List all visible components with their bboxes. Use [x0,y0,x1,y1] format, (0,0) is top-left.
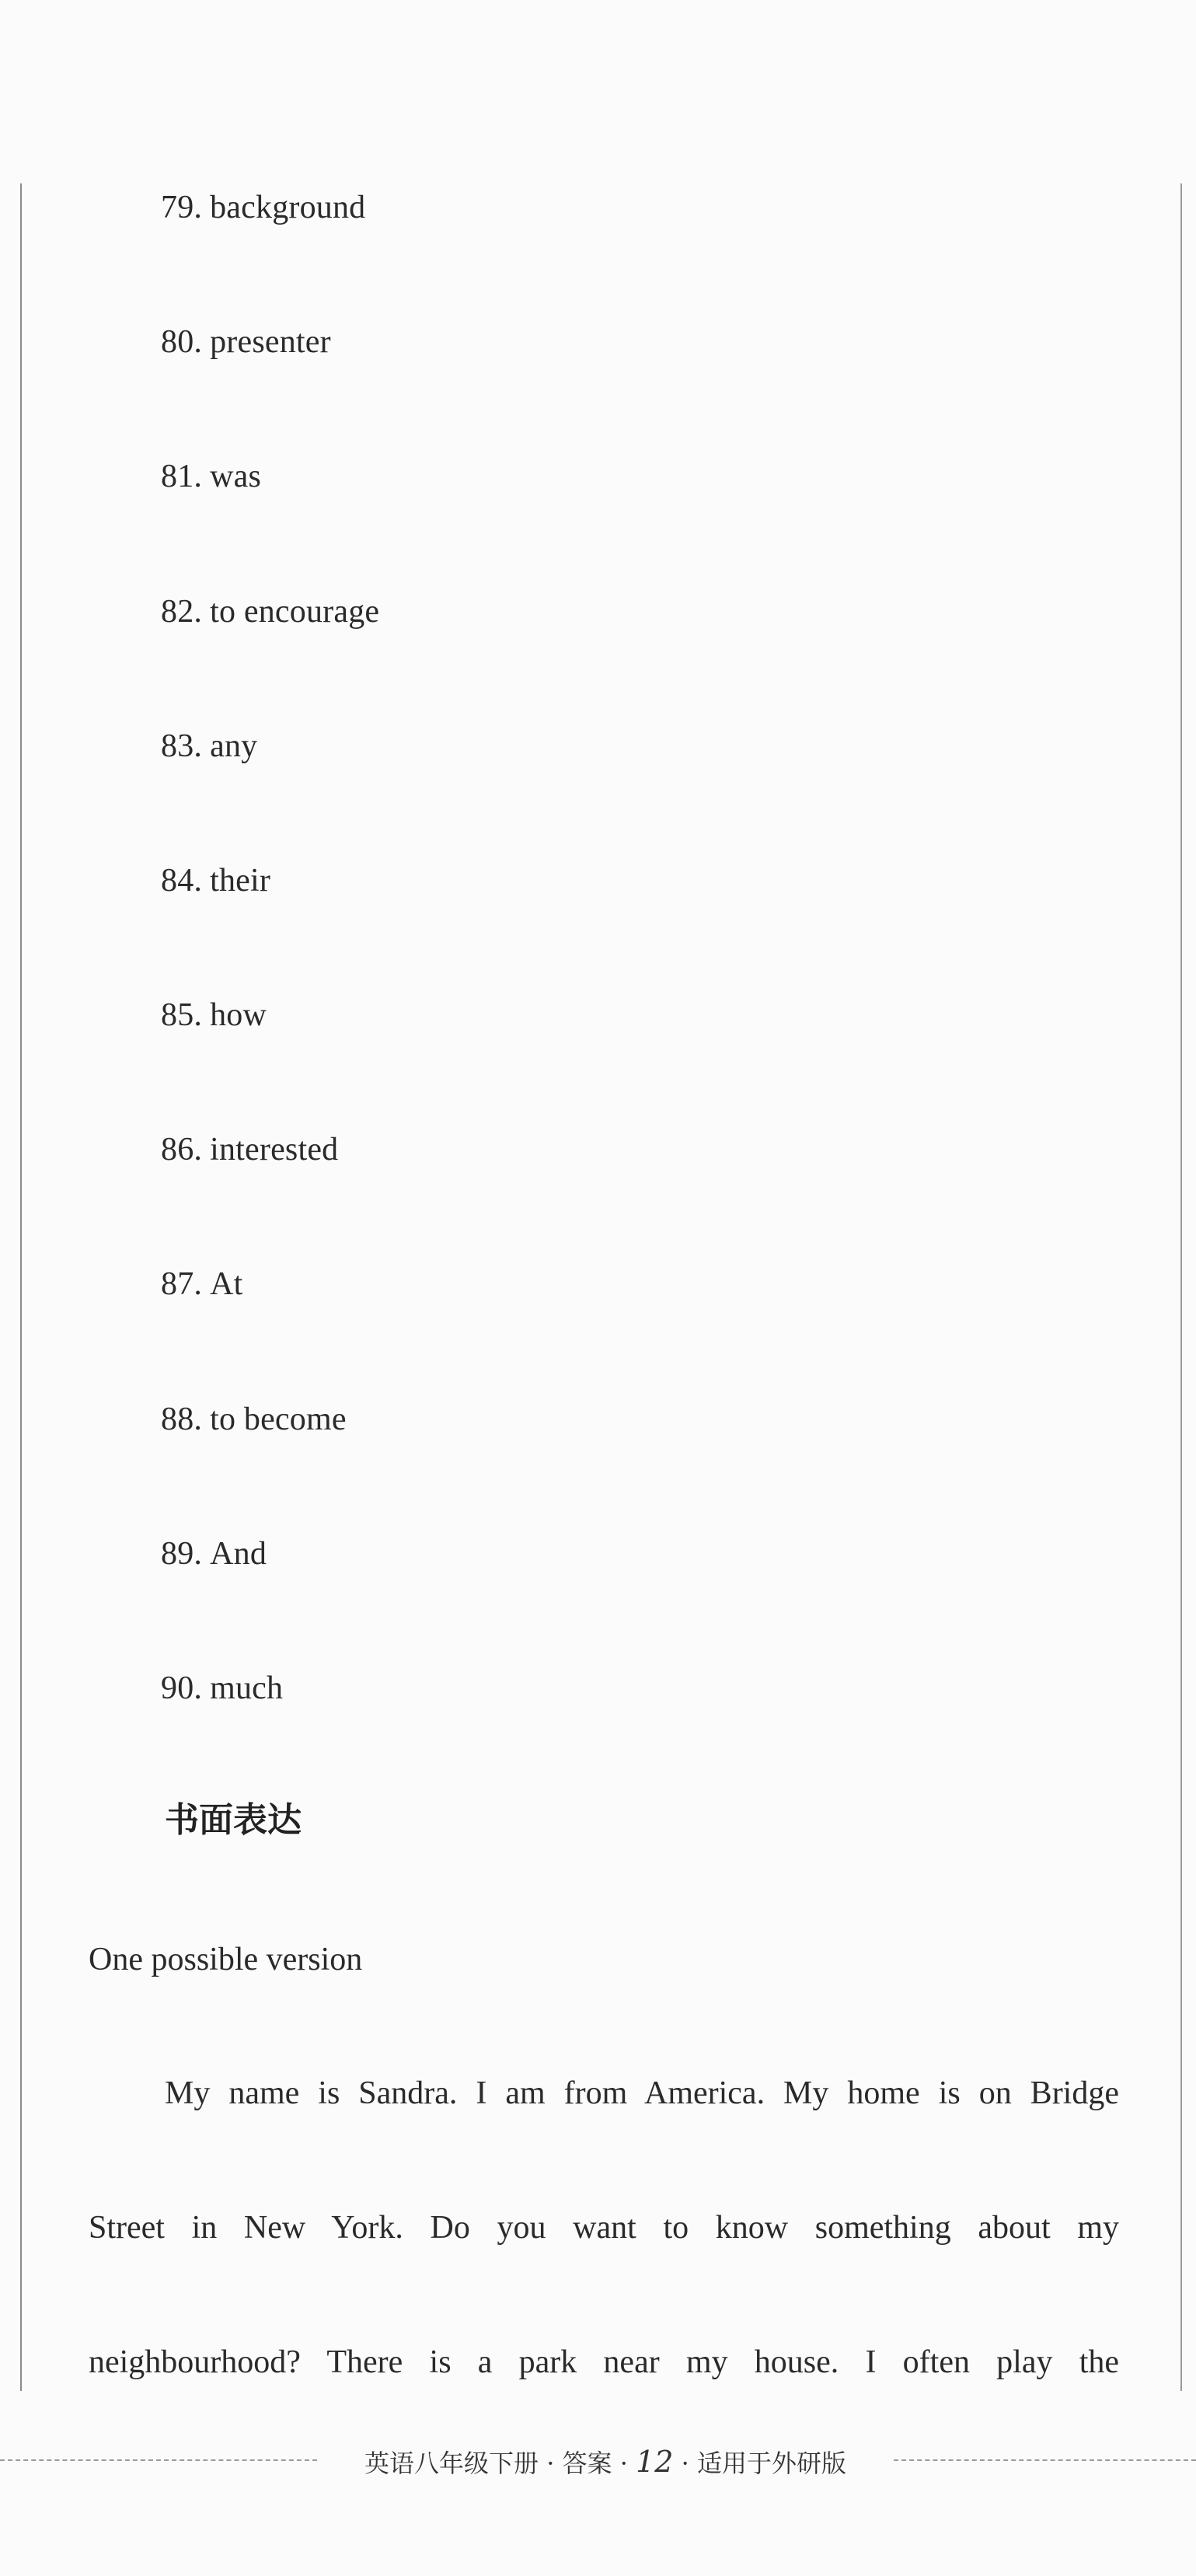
answer-number: 80. [161,324,203,360]
answer-item [161,1672,283,1705]
answer-text: presenter [210,324,331,360]
answer-item [161,999,267,1031]
answer-item [161,864,270,897]
essay-line: Street in New York. Do you want to know something about my [89,2210,1119,2246]
essay-line: neighbourhood? There is a park near my house. I often play the [89,2344,1119,2380]
answer-item [161,730,257,763]
answer-number: 86. [161,1132,203,1168]
answer-item [161,1538,267,1570]
answer-text: was [210,459,262,494]
answer-text: interested [210,1132,339,1168]
footer-dashed-rule-left [0,2459,317,2461]
answer-text: background [210,190,366,225]
answer-text: And [210,1536,267,1572]
answer-item [161,460,261,493]
answer-number: 90. [161,1670,203,1706]
essay-line: My name is Sandra. I am from America. My home is on Bridge [165,2075,1119,2111]
answer-text: to encourage [210,594,380,630]
answer-number: 87. [161,1266,203,1302]
answer-text: At [210,1266,243,1302]
answer-number: 84. [161,863,203,899]
answer-item [161,595,379,628]
page-footer [0,2441,1196,2480]
answer-text: much [210,1670,284,1706]
left-margin-rule [20,183,22,2391]
footer-caption [317,2444,894,2480]
answer-number: 89. [161,1536,203,1572]
answer-number: 83. [161,728,203,764]
answer-item [161,191,365,224]
answer-item [161,1133,338,1166]
page-number: 12 [636,2445,674,2479]
answer-text: to become [210,1401,347,1437]
answer-text: how [210,997,267,1033]
answer-number: 81. [161,459,203,494]
answer-item [161,1268,243,1300]
footer-edition: · 适用于外研版 [681,2449,846,2478]
answer-text: their [210,863,271,899]
answer-item [161,326,331,358]
answer-number: 82. [161,594,203,630]
footer-book-title: 英语八年级下册 · 答案 · [364,2449,628,2478]
answer-number: 88. [161,1401,203,1437]
answer-number: 85. [161,997,203,1033]
answer-number: 79. [161,190,203,225]
answer-text: any [210,728,258,764]
footer-dashed-rule-right [894,2459,1196,2461]
section-title: 书面表达 [165,1800,302,1840]
version-label: One possible version [89,1942,363,1977]
answer-item [161,1403,347,1436]
right-margin-rule [1180,183,1182,2391]
